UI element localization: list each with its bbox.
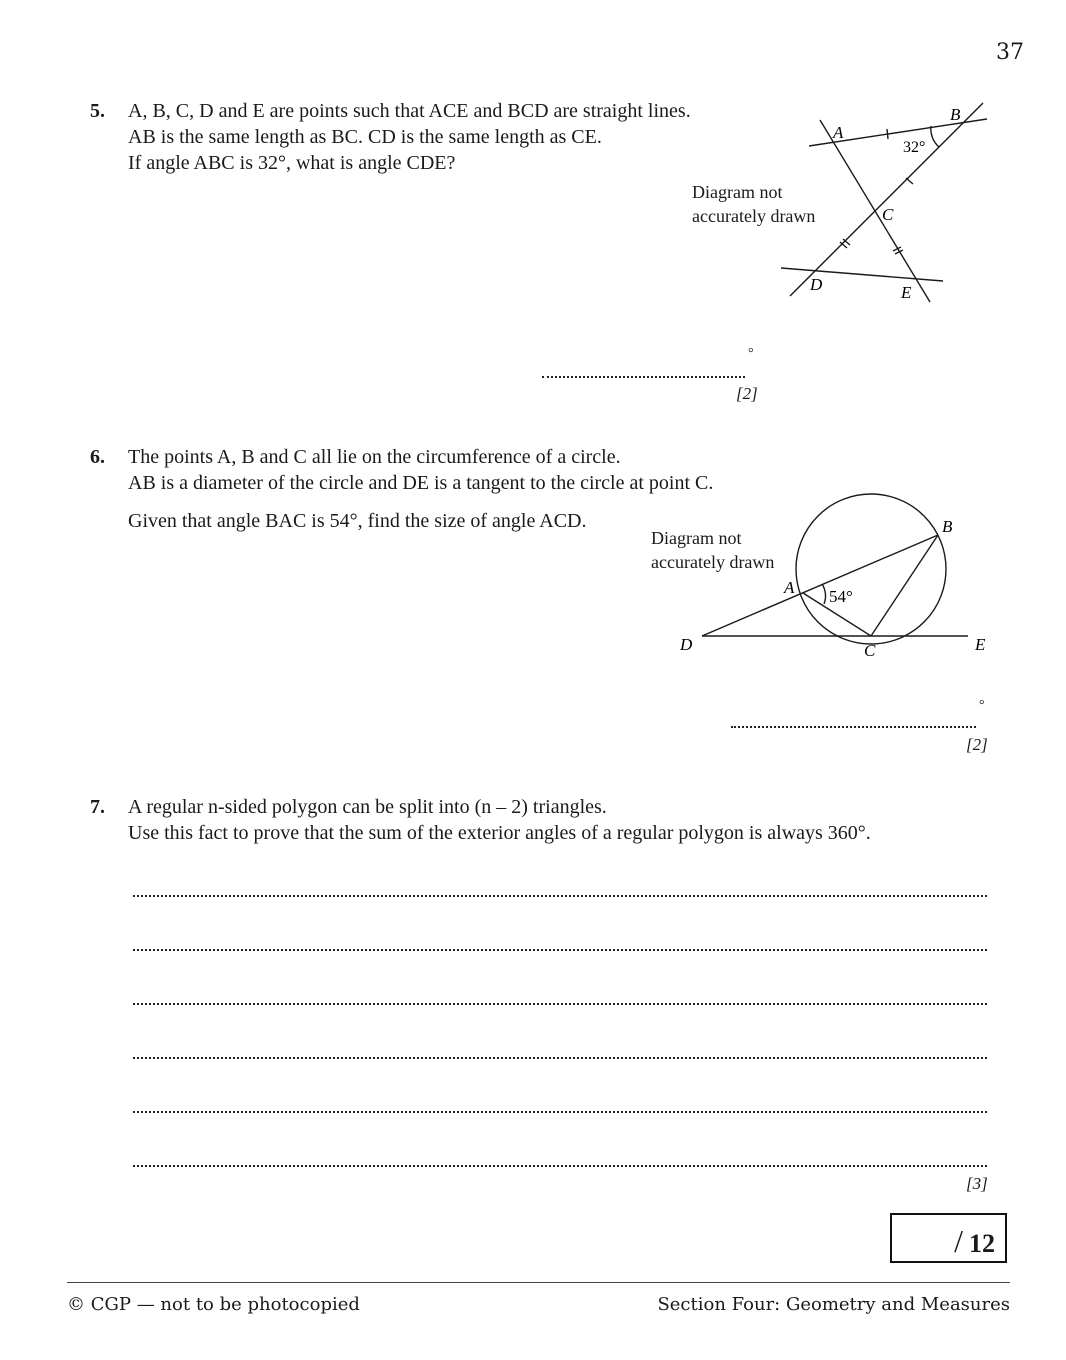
score-total-label [954,1223,995,1260]
question-7-line-2: Use this fact to prove that the sum of the exterior angles of a regular polygon is always 360°. [128,822,871,844]
question-5-degree-symbol: ° [748,346,754,361]
line-bcd [790,103,983,296]
question-6-degree-symbol: ° [979,698,985,713]
score-total: 12 [969,1229,995,1258]
tick-bc [906,178,913,184]
label-b: B [942,517,953,536]
label-e: E [975,635,986,654]
question-5-marks: [2] [736,384,758,403]
label-d: D [680,635,693,654]
question-7-answer-line-6[interactable] [133,1165,987,1167]
diagram-note-line-2: accurately drawn [651,552,775,572]
question-7-answer-line-3[interactable] [133,1003,987,1005]
question-7-number: 7. [90,796,105,818]
label-e: E [901,283,912,302]
page-number: 37 [996,40,1024,65]
line-db [702,535,938,636]
label-a: A [784,578,795,597]
diagram-note-line-1: Diagram not [651,528,742,548]
label-b: B [950,105,961,124]
question-5-line-3: If angle ABC is 32°, what is angle CDE? [128,152,456,174]
question-6-marks: [2] [966,735,988,754]
question-6-line-1: The points A, B and C all lie on the circumference of a circle. [128,446,621,468]
score-box[interactable] [890,1213,1007,1263]
tick-ab [887,129,888,139]
question-7-answer-line-5[interactable] [133,1111,987,1113]
circle [796,494,946,644]
question-7-line-1: A regular n-sided polygon can be split into (n – 2) triangles. [128,796,607,818]
question-6-line-3: Given that angle BAC is 54°, find the size of angle ACD. [128,510,587,532]
question-5-number: 5. [90,100,105,122]
diagram-note-line-2: accurately drawn [692,206,816,226]
question-6-diagram [0,480,1066,680]
question-7-marks: [3] [966,1174,988,1193]
line-bc [871,535,938,636]
question-7-text [128,794,871,846]
question-7-answer-line-4[interactable] [133,1057,987,1059]
label-c: C [864,641,876,660]
question-6-line-2: AB is a diameter of the circle and DE is a tangent to the circle at point C. [128,472,714,494]
score-slash: / [954,1223,963,1259]
question-5-answer-line[interactable] [542,376,745,378]
angle-label-32: 32° [903,139,926,156]
question-5-diagram [0,0,1066,420]
angle-arc-a [822,584,826,604]
footer-copyright: © CGP — not to be photocopied [67,1294,360,1315]
footer-divider [67,1282,1010,1283]
angle-label-54: 54° [829,587,853,606]
question-5-line-2: AB is the same length as BC. CD is the same length as CE. [128,126,602,148]
question-5-line-1: A, B, C, D and E are points such that ACE and BCD are straight lines. [128,100,691,122]
footer-section-title: Section Four: Geometry and Measures [657,1294,1010,1315]
label-a: A [833,123,844,142]
question-6-number: 6. [90,446,105,468]
angle-arc-b [931,126,939,147]
question-7-answer-line-1[interactable] [133,895,987,897]
question-7-answer-line-2[interactable] [133,949,987,951]
label-c: C [882,205,894,224]
line-de [781,268,943,281]
label-d: D [810,275,823,294]
diagram-note-line-1: Diagram not [692,182,783,202]
question-6-answer-line[interactable] [731,726,976,728]
